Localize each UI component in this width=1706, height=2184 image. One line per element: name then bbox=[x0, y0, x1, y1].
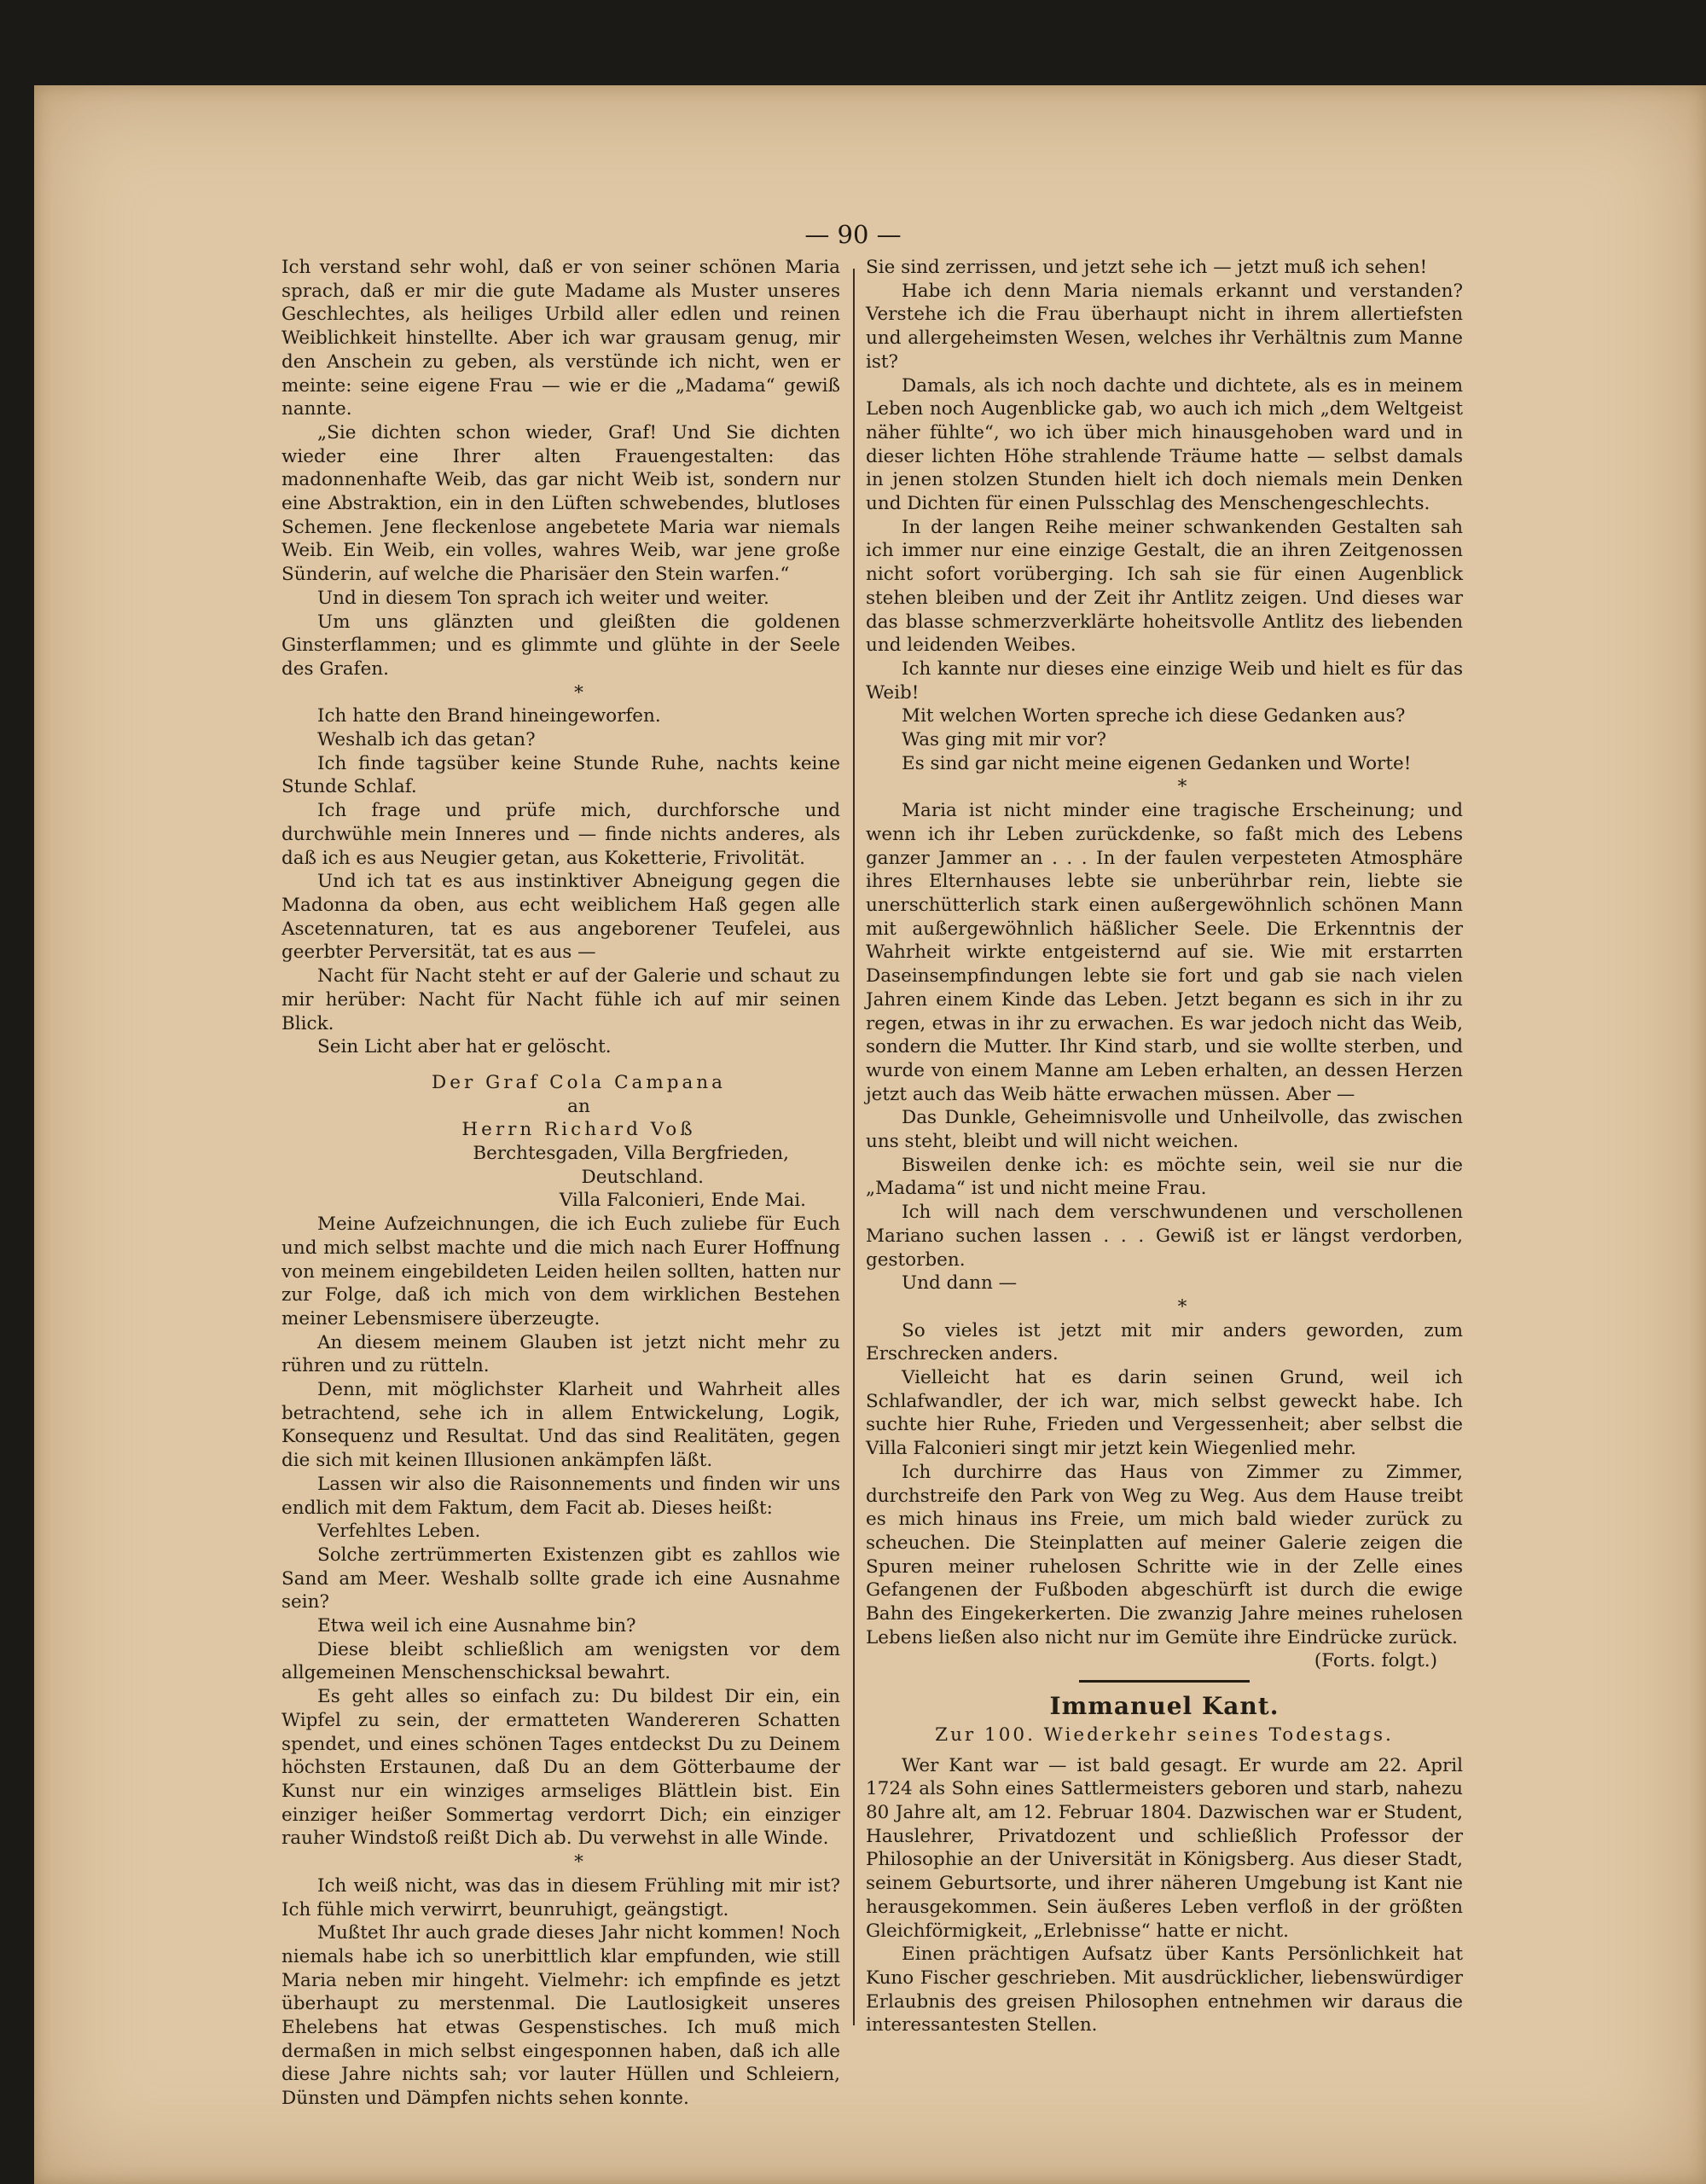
section-separator: * bbox=[1177, 1295, 1187, 1318]
paragraph: Vielleicht hat es darin seinen Grund, weil ich Schlafwandler, der ich war, mich selbst geweckt habe. Ich suchte hier Ruhe, Frieden und Vergessenheit; aber selbst die Villa Falconieri singt mir jetzt kein Wiegenlied mehr. bbox=[866, 1367, 1463, 1460]
paragraph: Ich durchirre das Haus von Zimmer zu Zimmer, durchstreife den Park von Weg zu Weg. Aus dem Hause treibt es mich hinaus ins Freie, um mich bald wieder zurück zu scheuchen. Die Steinplatten auf meiner Galerie zeigen die Spuren meiner ruhelosen Schritte wie in der Zelle eines Gefangenen der Fußboden abgeschürft ist durch die ewige Bahn des Eingekerkerten. Die zwanzig Jahre meines ruhelosen Lebens ließen also nicht nur im Gemüte ihre Eindrücke zurück. bbox=[866, 1461, 1463, 1648]
continuation-note: (Forts. folgt.) bbox=[1314, 1650, 1437, 1672]
letter-country: Deutschland. bbox=[581, 1166, 704, 1188]
paragraph: Etwa weil ich eine Ausnahme bin? bbox=[317, 1615, 636, 1637]
letter-recipient: Herrn Richard Voß bbox=[461, 1119, 696, 1141]
paragraph: Es geht alles so einfach zu: Du bildest Dir ein, ein Wipfel zu sein, der ermatteten Wandereren Schatten spendet, und eines schönen Tages entdeckst Du zu Deinem höchsten Erstaunen, daß Du an dem Götterbaume der Kunst nur ein winziges armseliges Blättlein bist. Ein einziger heißer Sommertag verdorrt Dich; ein einziger rauher Windstoß reißt Dich ab. Du verwehst in alle Winde. bbox=[281, 1686, 840, 1850]
paragraph: Ich weiß nicht, was das in diesem Frühling mit mir ist? Ich fühle mich verwirrt, beunruhigt, geängstigt. bbox=[281, 1874, 840, 1920]
paragraph: Ich frage und prüfe mich, durchforsche und durchwühle mein Inneres und — finde nichts anderes, als daß ich es aus Neugier getan, aus Koketterie, Frivolität. bbox=[281, 800, 840, 869]
paragraph: Einen prächtigen Aufsatz über Kants Persönlichkeit hat Kuno Fischer geschrieben. Mit ausdrücklicher, liebenswürdiger Erlaubnis des greisen Philosophen entnehmen wir daraus die interessantesten Stellen. bbox=[866, 1944, 1463, 2036]
paragraph: Mußtet Ihr auch grade dieses Jahr nicht kommen! Noch niemals habe ich so unerbittlich klar empfunden, wie still Maria neben mir hingeht. Vielmehr: ich empfinde es jetzt überhaupt zu merstenmal. Die Lautlosigkeit unseres Ehelebens hat etwas Gespenstisches. Ich muß mich dermaßen in mich selbst eingesponnen haben, daß ich alle diese Jahre nichts sah; vor lauter Hüllen und Schleiern, Dünsten und Dämpfen nichts sehen konnte. bbox=[281, 1922, 840, 2110]
letter-an: an bbox=[567, 1095, 590, 1117]
article-title: Immanuel Kant. bbox=[1049, 1692, 1280, 1721]
paragraph: So vieles ist jetzt mit mir anders geworden, zum Erschrecken anders. bbox=[866, 1319, 1463, 1365]
paragraph: Ich verstand sehr wohl, daß er von seiner schönen Maria sprach, daß er mir die gute Madame als Muster unseres Geschlechtes, als heiliges Urbild aller edlen und reinen Weiblichkeit hinstellte. Aber ich war grausam genug, mir den Anschein zu geben, als verstünde ich nicht, wen er meinte: seine eigene Frau — wie er die „Madama“ gewiß nannte. bbox=[281, 257, 840, 420]
paragraph: Verfehltes Leben. bbox=[317, 1521, 481, 1543]
paragraph: Um uns glänzten und gleißten die goldenen Ginsterflammen; und es glimmte und glühte in der Seele des Grafen. bbox=[281, 611, 840, 680]
paragraph: Denn, mit möglichster Klarheit und Wahrheit alles betrachtend, sehe ich in allem Entwickelung, Logik, Konsequenz und Resultat. Und das sind Realitäten, gegen die sich mit keinen Illusionen ankämpfen läßt. bbox=[281, 1379, 840, 1472]
paragraph: Nacht für Nacht steht er auf der Galerie und schaut zu mir herüber: Nacht für Nacht fühle ich auf mir seinen Blick. bbox=[281, 965, 840, 1034]
paragraph: Ich finde tagsüber keine Stunde Ruhe, nachts keine Stunde Schlaf. bbox=[281, 752, 840, 798]
paragraph: Lassen wir also die Raisonnements und finden wir uns endlich mit dem Faktum, dem Facit ab. Dieses heißt: bbox=[281, 1473, 840, 1519]
letter-sender: Der Graf Cola Campana bbox=[432, 1071, 726, 1093]
paragraph: Ich kannte nur dieses eine einzige Weib und hielt es für das Weib! bbox=[866, 658, 1463, 704]
paragraph: Solche zertrümmerten Existenzen gibt es zahllos wie Sand am Meer. Weshalb sollte grade ich eine Ausnahme sein? bbox=[281, 1544, 840, 1613]
letter-address: Berchtesgaden, Villa Bergfrieden, bbox=[473, 1143, 789, 1165]
paragraph: Sie sind zerrissen, und jetzt sehe ich — jetzt muß ich sehen! bbox=[866, 257, 1428, 278]
section-separator: * bbox=[574, 1851, 583, 1874]
paragraph: Damals, als ich noch dachte und dichtete, als es in meinem Leben noch Augenblicke gab, wo auch ich mich „dem Weltgeist näher fühlte“, wo ich über mich hinausgehoben ward und in dieser lichten Höhe strahlende Träume hatte — selbst damals in jenen stolzen Stunden hielt ich doch niemals mein Denken und Dichten für einen Pulsschlag des Menschengeschlechts. bbox=[866, 374, 1463, 515]
paragraph: Meine Aufzeichnungen, die ich Euch zuliebe für Euch und mich selbst machte und die mich nach Eurer Hoffnung von meinem eingebildeten Leiden heilen sollten, hatten nur zur Folge, daß ich mich von dem wirklichen Bestehen meiner Lebensmisere überzeugte. bbox=[281, 1214, 840, 1330]
article-rule bbox=[1079, 1680, 1250, 1683]
paragraph: Maria ist nicht minder eine tragische Erscheinung; und wenn ich ihr Leben zurückdenke, so faßt mich des Lebens ganzer Jammer an . . . In der faulen verpesteten Atmosphäre ihres Elternhauses lebte sie unberührbar rein, liebte sie unerschütterlich stark einen außergewöhnlich schönen Mann mit außergewöhnlich häßlicher Seele. Die Erkenntnis der Wahrheit wirkte entgeisternd auf sie. Wie mit erstarrten Daseinsempfindungen lebte sie fort und gab sie nach vielen Jahren einem Kinde das Leben. Jetzt begann es sich in ihr zu regen, etwas in ihr zu erwachen. Es war jedoch nicht das Weib, sondern die Mutter. Ihr Kind starb, und sie wollte sterben, und wurde von einem Manne am Leben erhalten, an dessen Herzen jetzt auch das Weib hätte erwachen müssen. Aber — bbox=[866, 800, 1463, 1105]
paragraph: Diese bleibt schließlich am wenigsten vor dem allgemeinen Menschenschicksal bewahrt. bbox=[281, 1638, 840, 1684]
paragraph: Wer Kant war — ist bald gesagt. Er wurde am 22. April 1724 als Sohn eines Sattlermeisters geboren und starb, nahezu 80 Jahre alt, am 12. Februar 1804. Dazwischen war er Student, Hauslehrer, Privatdozent und schließlich Professor der Philosophie an der Universität in Königsberg. Aus dieser Stadt, seinem Geburtsorte, und ihrer näheren Umgebung ist Kant nie herausgekommen. Sein äußeres Leben verfloß in der größten Gleichförmigkeit, „Erlebnisse“ hatte er nicht. bbox=[866, 1754, 1463, 1942]
paragraph: An diesem meinem Glauben ist jetzt nicht mehr zu rühren und zu rütteln. bbox=[281, 1331, 840, 1377]
paragraph: Das Dunkle, Geheimnisvolle und Unheilvolle, das zwischen uns steht, bleibt und will nicht weichen. bbox=[866, 1107, 1463, 1153]
paragraph: Es sind gar nicht meine eigenen Gedanken und Worte! bbox=[902, 752, 1412, 774]
section-separator: * bbox=[1177, 776, 1187, 798]
section-separator: * bbox=[574, 681, 583, 704]
paragraph: In der langen Reihe meiner schwankenden Gestalten sah ich immer nur eine einzige Gestalt, die an ihren Zeitgenossen nicht sofort vorüberging. Ich sah sie für einen Augenblick stehen bleiben und der Zeit ihr Antlitz zeigen. Und dieses war das blasse schmerzverklärte hoheitsvolle Antlitz des liebenden und leidenden Weibes. bbox=[866, 516, 1463, 657]
paragraph: Weshalb ich das getan? bbox=[317, 729, 536, 751]
right-column bbox=[866, 256, 1463, 2037]
paragraph: Und dann — bbox=[902, 1272, 1018, 1295]
column-divider bbox=[853, 269, 855, 2025]
paragraph: Und in diesem Ton sprach ich weiter und weiter. bbox=[317, 587, 769, 609]
paragraph: „Sie dichten schon wieder, Graf! Und Sie dichten wieder eine Ihrer alten Frauengestalten: das madonnenhafte Weib, das gar nicht Weib ist, sondern nur eine Abstraktion, ein in den Lüften schwebendes, blutloses Schemen. Jene fleckenlose angebetete Maria war niemals Weib. Ein Weib, ein volles, wahres Weib, war jene große Sünderin, auf welche die Pharisäer den Stein warfen.“ bbox=[281, 421, 840, 586]
paragraph: Ich hatte den Brand hineingeworfen. bbox=[317, 705, 661, 727]
paragraph: Ich will nach dem verschwundenen und verschollenen Mariano suchen lassen . . . Gewiß ist er längst verdorben, gestorben. bbox=[866, 1202, 1463, 1271]
paragraph: Sein Licht aber hat er gelöscht. bbox=[317, 1036, 612, 1058]
paragraph: Mit welchen Worten spreche ich diese Gedanken aus? bbox=[902, 705, 1406, 727]
page-number: — 90 — bbox=[804, 220, 902, 249]
paragraph: Und ich tat es aus instinktiver Abneigung gegen die Madonna da oben, aus echt weiblichem Haß gegen alle Ascetennaturen, tat es aus angeborener Teufelei, aus geerbter Perversität, tat es aus — bbox=[281, 871, 840, 964]
article-subtitle: Zur 100. Wiederkehr seines Todestags. bbox=[935, 1723, 1394, 1746]
paragraph: Bisweilen denke ich: es möchte sein, weil sie nur die „Madama“ ist und nicht meine Frau. bbox=[866, 1154, 1463, 1200]
letter-place-date: Villa Falconieri, Ende Mai. bbox=[559, 1190, 806, 1212]
paragraph: Habe ich denn Maria niemals erkannt und verstanden? Verstehe ich die Frau überhaupt nicht in ihrem allertiefsten und allergeheimsten Wesen, welches ihr Verhältnis zum Manne ist? bbox=[866, 280, 1463, 373]
left-column bbox=[281, 256, 840, 2111]
paragraph: Was ging mit mir vor? bbox=[902, 729, 1107, 751]
